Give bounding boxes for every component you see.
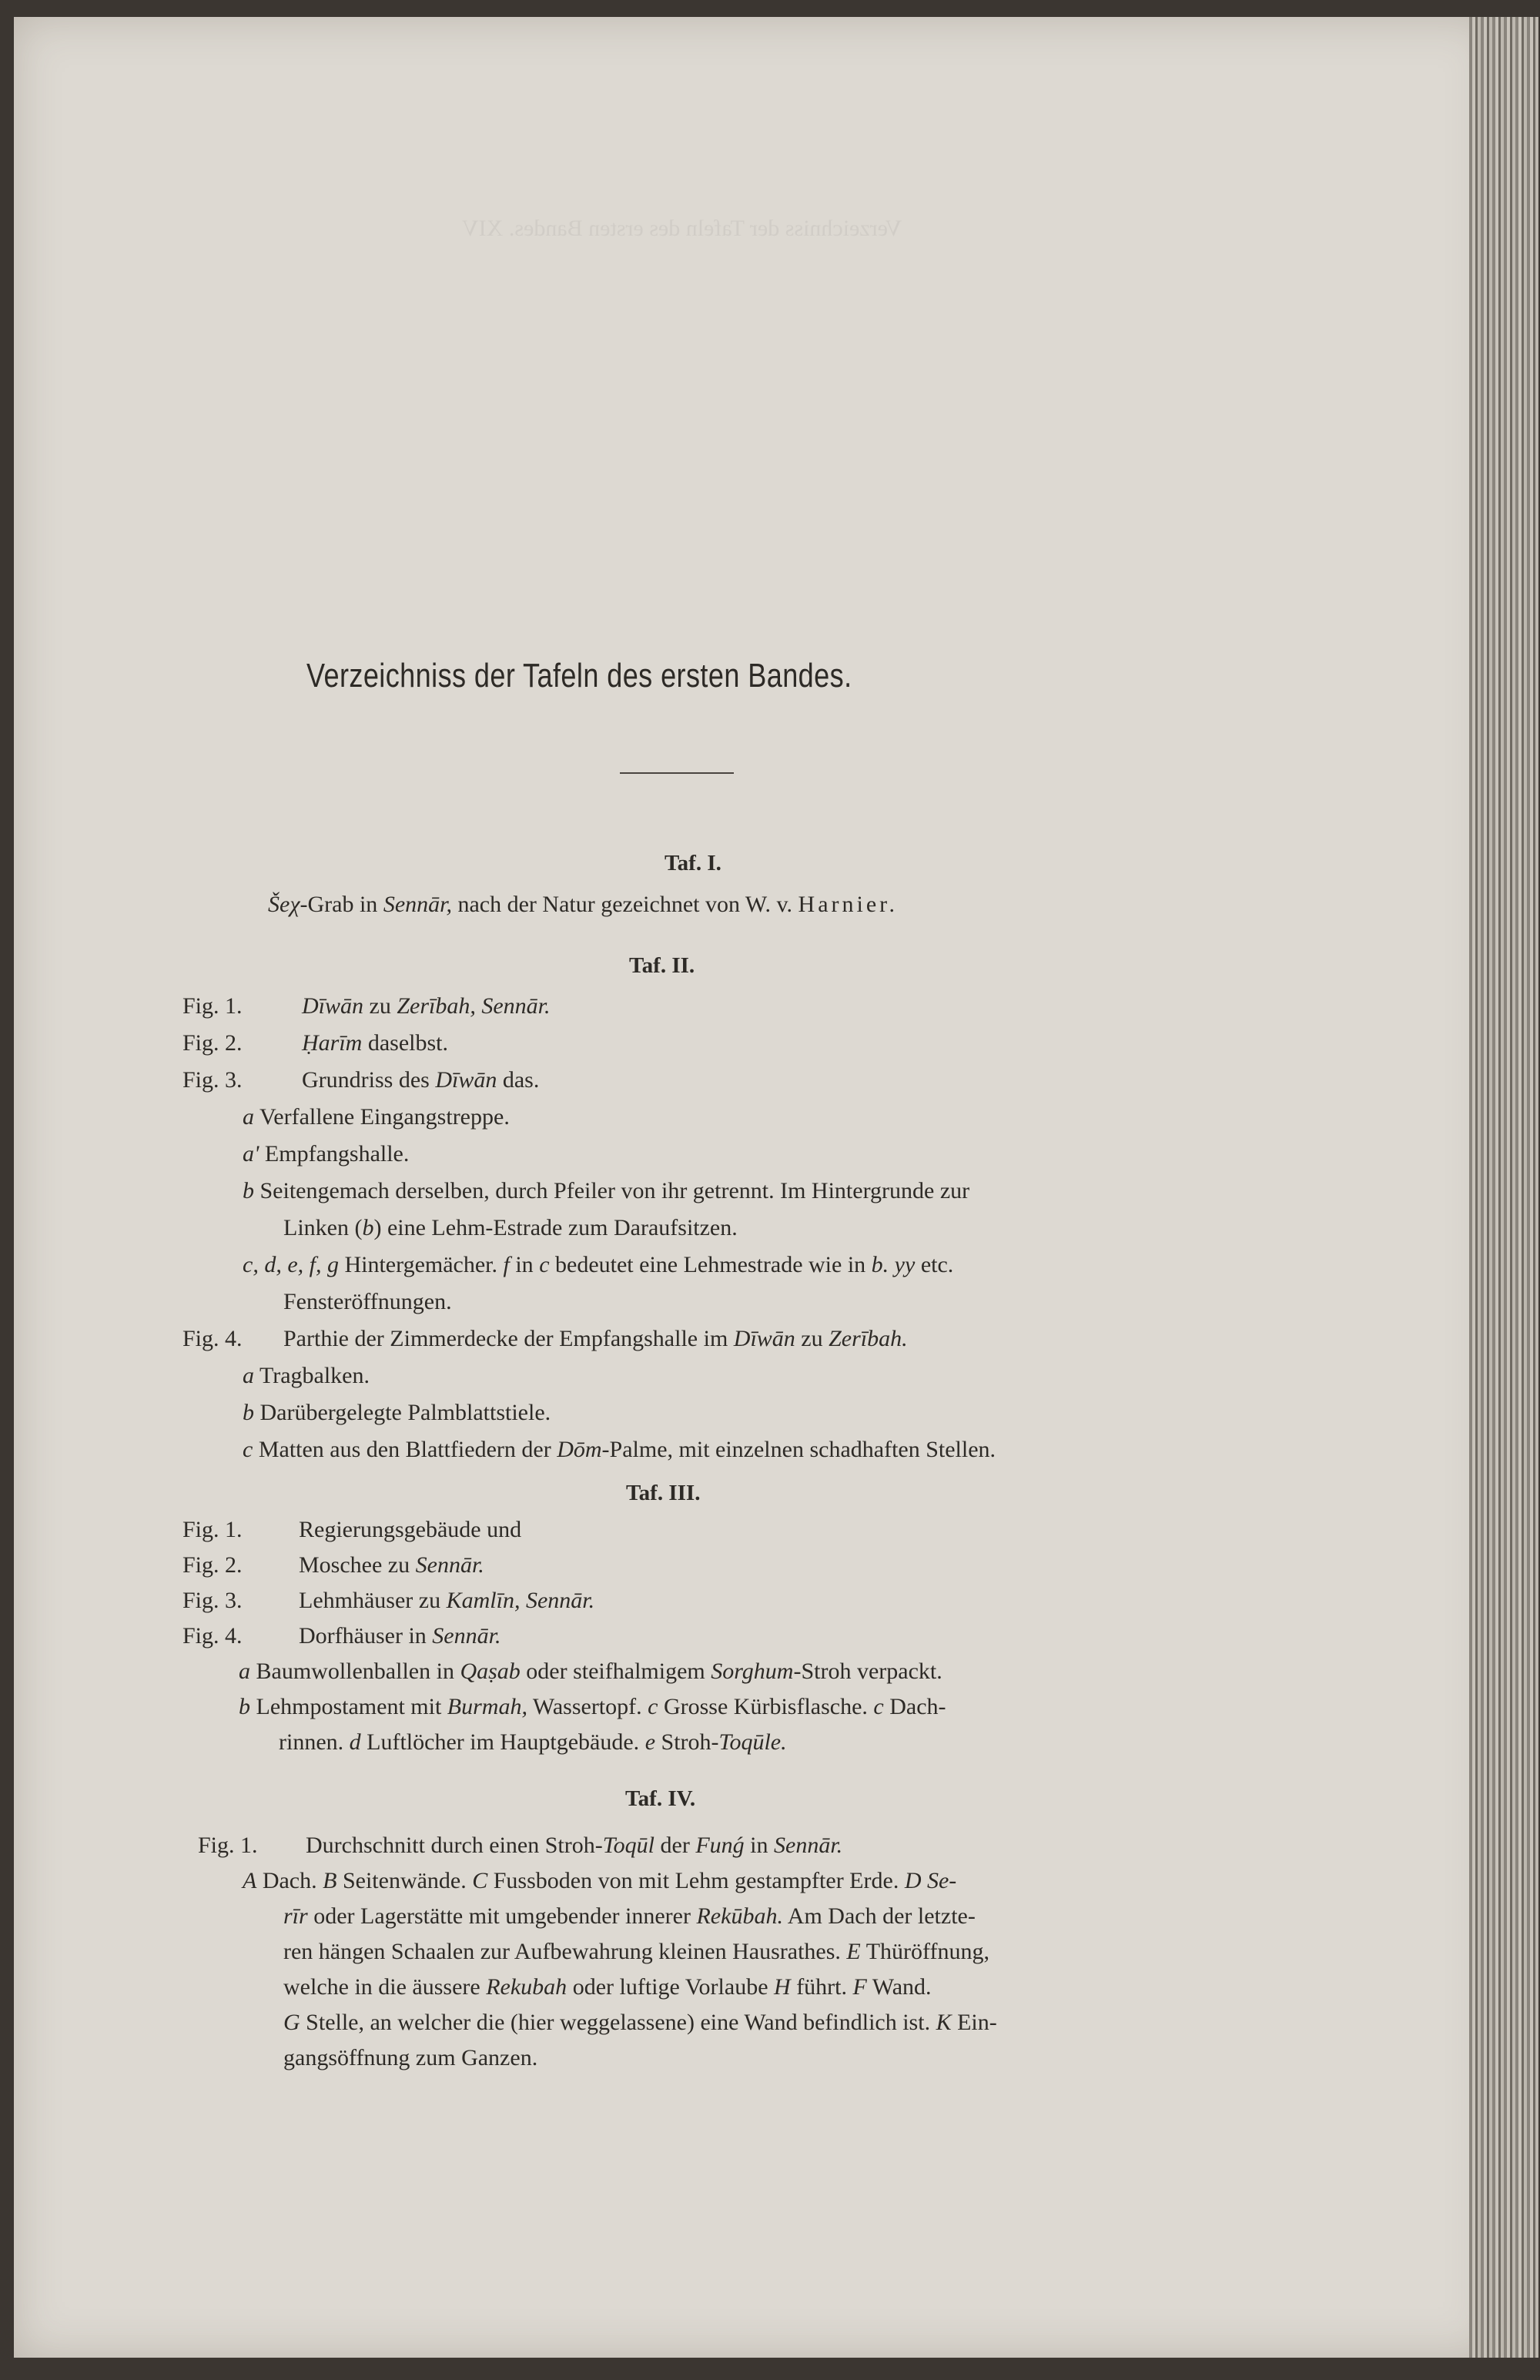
legend-c: c, d, e, f, g Hintergemächer. f in c bedeutet eine Lehmestrade wie in b. yy etc. [243, 1252, 954, 1277]
legend-c-cont: Fensteröffnungen. [283, 1289, 452, 1314]
legend-3-b: b Lehmpostament mit Burmah, Wassertopf. c Grosse Kürbisflasche. c Dach- [239, 1694, 946, 1719]
legend-b-cont: Linken (b) eine Lehm-Estrade zum Daraufsitzen. [283, 1215, 738, 1240]
taf-1-heading: Taf. I. [665, 851, 721, 875]
taf-4-line-6: gangsöffnung zum Ganzen. [283, 2045, 538, 2070]
fig-label: Fig. 3. [182, 1067, 243, 1093]
legend-b: b Seitengemach derselben, durch Pfeiler von ihr getrennt. Im Hintergrunde zur [243, 1178, 970, 1203]
taf-3-fig-1: Regierungsgebäude und [299, 1517, 522, 1542]
taf-2-fig-4: Parthie der Zimmerdecke der Empfangshalle im Dīwān zu Zerībah. [283, 1326, 908, 1351]
fig-label: Fig. 2. [182, 1552, 243, 1578]
taf-1-text: Šeχ-Grab in Sennār, nach der Natur gezeichnet von W. v. Harnier. [268, 892, 899, 917]
taf-3-fig-2: Moschee zu Sennār. [299, 1552, 484, 1578]
taf-3-fig-3: Lehmhäuser zu Kamlīn, Sennār. [299, 1588, 595, 1613]
legend-3-b-cont: rinnen. d Luftlöcher im Hauptgebäude. e Stroh-Toqūle. [279, 1729, 787, 1755]
fig-label: Fig. 3. [182, 1588, 243, 1613]
page-edge [1469, 17, 1538, 2358]
taf-4-line-3: ren hängen Schaalen zur Aufbewahrung kleinen Hausrathes. E Thüröffnung, [283, 1939, 989, 1964]
taf-4-line-4: welche in die äussere Rekubah oder luftige Vorlaube H führt. F Wand. [283, 1974, 932, 2000]
taf-4-line-1: A Dach. B Seitenwände. C Fussboden von mit Lehm gestampfter Erde. D Se- [243, 1868, 957, 1893]
fig-label: Fig. 2. [182, 1030, 243, 1056]
legend-a-prime: a' Empfangshalle. [243, 1141, 410, 1167]
legend-f4-a: a Tragbalken. [243, 1363, 370, 1388]
legend-a: a Verfallene Eingangstreppe. [243, 1104, 510, 1130]
taf-3-fig-4: Dorfhäuser in Sennār. [299, 1623, 501, 1649]
show-through: Verzeichniss der Tafeln des ersten Bandes. XIV [462, 216, 902, 241]
taf-2-fig-1: Dīwān zu Zerībah, Sennār. [302, 993, 551, 1019]
legend-3-a: a Baumwollenballen in Qaṣab oder steifhalmigem Sorghum-Stroh verpackt. [239, 1659, 942, 1684]
fig-label: Fig. 1. [182, 993, 243, 1019]
title-rule [620, 772, 734, 774]
legend-f4-c: c Matten aus den Blattfiedern der Dōm-Palme, mit einzelnen schadhaften Stellen. [243, 1437, 996, 1462]
taf-2-fig-3: Grundriss des Dīwān das. [302, 1067, 540, 1093]
fig-label: Fig. 1. [198, 1833, 258, 1858]
page-title: Verzeichniss der Tafeln des ersten Bandes. [306, 657, 852, 695]
taf-2-fig-2: Ḥarīm daselbst. [302, 1030, 448, 1056]
taf-4-line-5: G Stelle, an welcher die (hier weggelassene) eine Wand befindlich ist. K Ein- [283, 2010, 997, 2035]
fig-label: Fig. 4. [182, 1326, 243, 1351]
fig-label: Fig. 4. [182, 1623, 243, 1649]
legend-f4-b: b Darübergelegte Palmblattstiele. [243, 1400, 551, 1425]
taf-2-heading: Taf. II. [629, 953, 695, 978]
fig-label: Fig. 1. [182, 1517, 243, 1542]
taf-3-heading: Taf. III. [626, 1481, 701, 1505]
taf-4-fig-1: Durchschnitt durch einen Stroh-Toqūl der Funǵ in Sennār. [306, 1833, 843, 1858]
taf-4-heading: Taf. IV. [625, 1786, 696, 1811]
taf-4-line-2: rīr oder Lagerstätte mit umgebender innerer Rekūbah. Am Dach der letzte- [283, 1903, 976, 1929]
